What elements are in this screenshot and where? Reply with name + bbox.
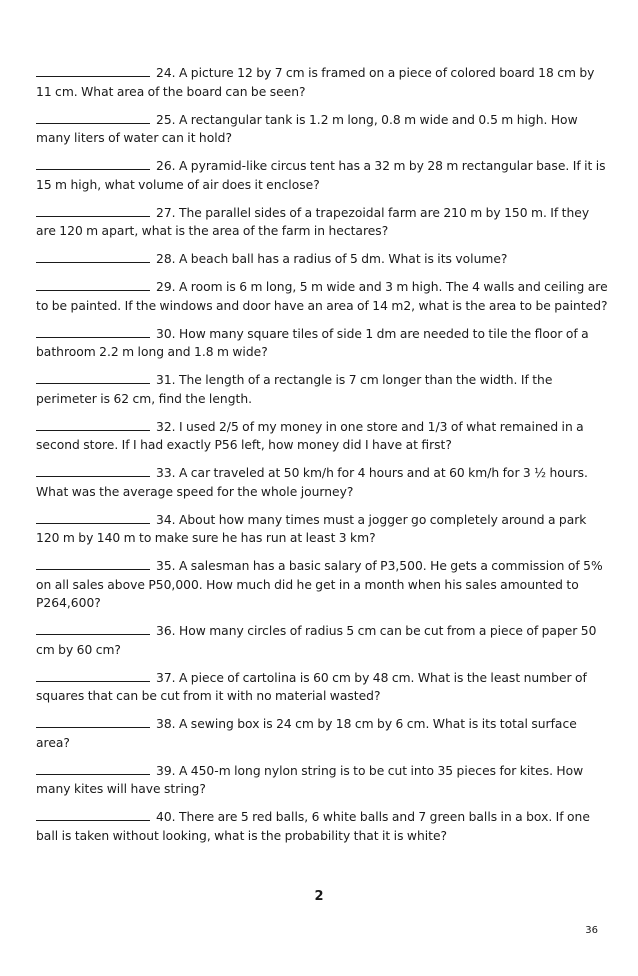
- answer-blank[interactable]: [36, 557, 150, 570]
- question-30: [36, 325, 608, 362]
- question-32: [36, 418, 608, 455]
- question-text: 29. A room is 6 m long, 5 m wide and 3 m high. The 4 walls and ceiling are to be painted. If the windows and door have an area of 14 m2, what is the area to be painted?: [36, 280, 608, 313]
- question-text: 25. A rectangular tank is 1.2 m long, 0.8 m wide and 0.5 m high. How many liters of water can it hold?: [36, 112, 578, 145]
- answer-blank[interactable]: [36, 808, 150, 821]
- answer-blank[interactable]: [36, 325, 150, 338]
- answer-blank[interactable]: [36, 715, 150, 728]
- question-text: 33. A car traveled at 50 km/h for 4 hours and at 60 km/h for 3 ½ hours. What was the average speed for the whole journey?: [36, 466, 588, 499]
- question-text: 36. How many circles of radius 5 cm can be cut from a piece of paper 50 cm by 60 cm?: [36, 624, 597, 657]
- question-text: 32. I used 2/5 of my money in one store and 1/3 of what remained in a second store. If I had exactly P56 left, how money did I have at first?: [36, 419, 584, 452]
- answer-blank[interactable]: [36, 669, 150, 682]
- answer-blank[interactable]: [36, 418, 150, 431]
- answer-blank[interactable]: [36, 762, 150, 775]
- question-text: 28. A beach ball has a radius of 5 dm. What is its volume?: [156, 252, 508, 266]
- question-35: [36, 557, 608, 613]
- question-34: [36, 511, 608, 548]
- question-33: [36, 464, 608, 501]
- question-28: [36, 250, 608, 269]
- question-text: 27. The parallel sides of a trapezoidal farm are 210 m by 150 m. If they are 120 m apart, what is the area of the farm in hectares?: [36, 205, 590, 238]
- answer-blank[interactable]: [36, 157, 150, 170]
- question-text: 37. A piece of cartolina is 60 cm by 48 cm. What is the least number of squares that can be cut from it with no material wasted?: [36, 670, 587, 703]
- answer-blank[interactable]: [36, 111, 150, 124]
- question-29: [36, 278, 608, 315]
- question-text: 24. A picture 12 by 7 cm is framed on a piece of colored board 18 cm by 11 cm. What area of the board can be seen?: [36, 66, 595, 99]
- question-39: [36, 762, 608, 799]
- answer-blank[interactable]: [36, 371, 150, 384]
- question-text: 31. The length of a rectangle is 7 cm longer than the width. If the perimeter is 62 cm, find the length.: [36, 373, 553, 406]
- answer-blank[interactable]: [36, 250, 150, 263]
- question-31: [36, 371, 608, 408]
- question-25: [36, 111, 608, 148]
- question-40: [36, 808, 608, 845]
- question-38: [36, 715, 608, 752]
- question-text: 40. There are 5 red balls, 6 white balls and 7 green balls in a box. If one ball is taken without looking, what is the probability that it is white?: [36, 810, 590, 843]
- answer-blank[interactable]: [36, 64, 150, 77]
- question-text: 39. A 450-m long nylon string is to be cut into 35 pieces for kites. How many kites will have string?: [36, 763, 584, 796]
- question-list: [36, 64, 608, 855]
- question-text: 26. A pyramid-like circus tent has a 32 m by 28 m rectangular base. If it is 15 m high, what volume of air does it enclose?: [36, 159, 606, 192]
- answer-blank[interactable]: [36, 204, 150, 217]
- question-24: [36, 64, 608, 101]
- answer-blank[interactable]: [36, 278, 150, 291]
- answer-blank[interactable]: [36, 464, 150, 477]
- question-text: 30. How many square tiles of side 1 dm are needed to tile the floor of a bathroom 2.2 m long and 1.8 m wide?: [36, 326, 589, 359]
- question-26: [36, 157, 608, 194]
- question-37: [36, 669, 608, 706]
- answer-blank[interactable]: [36, 622, 150, 635]
- folio-number: 36: [585, 925, 598, 936]
- question-text: 38. A sewing box is 24 cm by 18 cm by 6 cm. What is its total surface area?: [36, 717, 577, 750]
- answer-blank[interactable]: [36, 511, 150, 524]
- page-number: 2: [314, 889, 324, 904]
- question-27: [36, 204, 608, 241]
- question-text: 34. About how many times must a jogger go completely around a park 120 m by 140 m to make sure he has run at least 3 km?: [36, 512, 587, 545]
- question-36: [36, 622, 608, 659]
- question-text: 35. A salesman has a basic salary of P3,500. He gets a commission of 5% on all sales above P50,000. How much did he get in a month when his sales amounted to P264,600?: [36, 559, 603, 610]
